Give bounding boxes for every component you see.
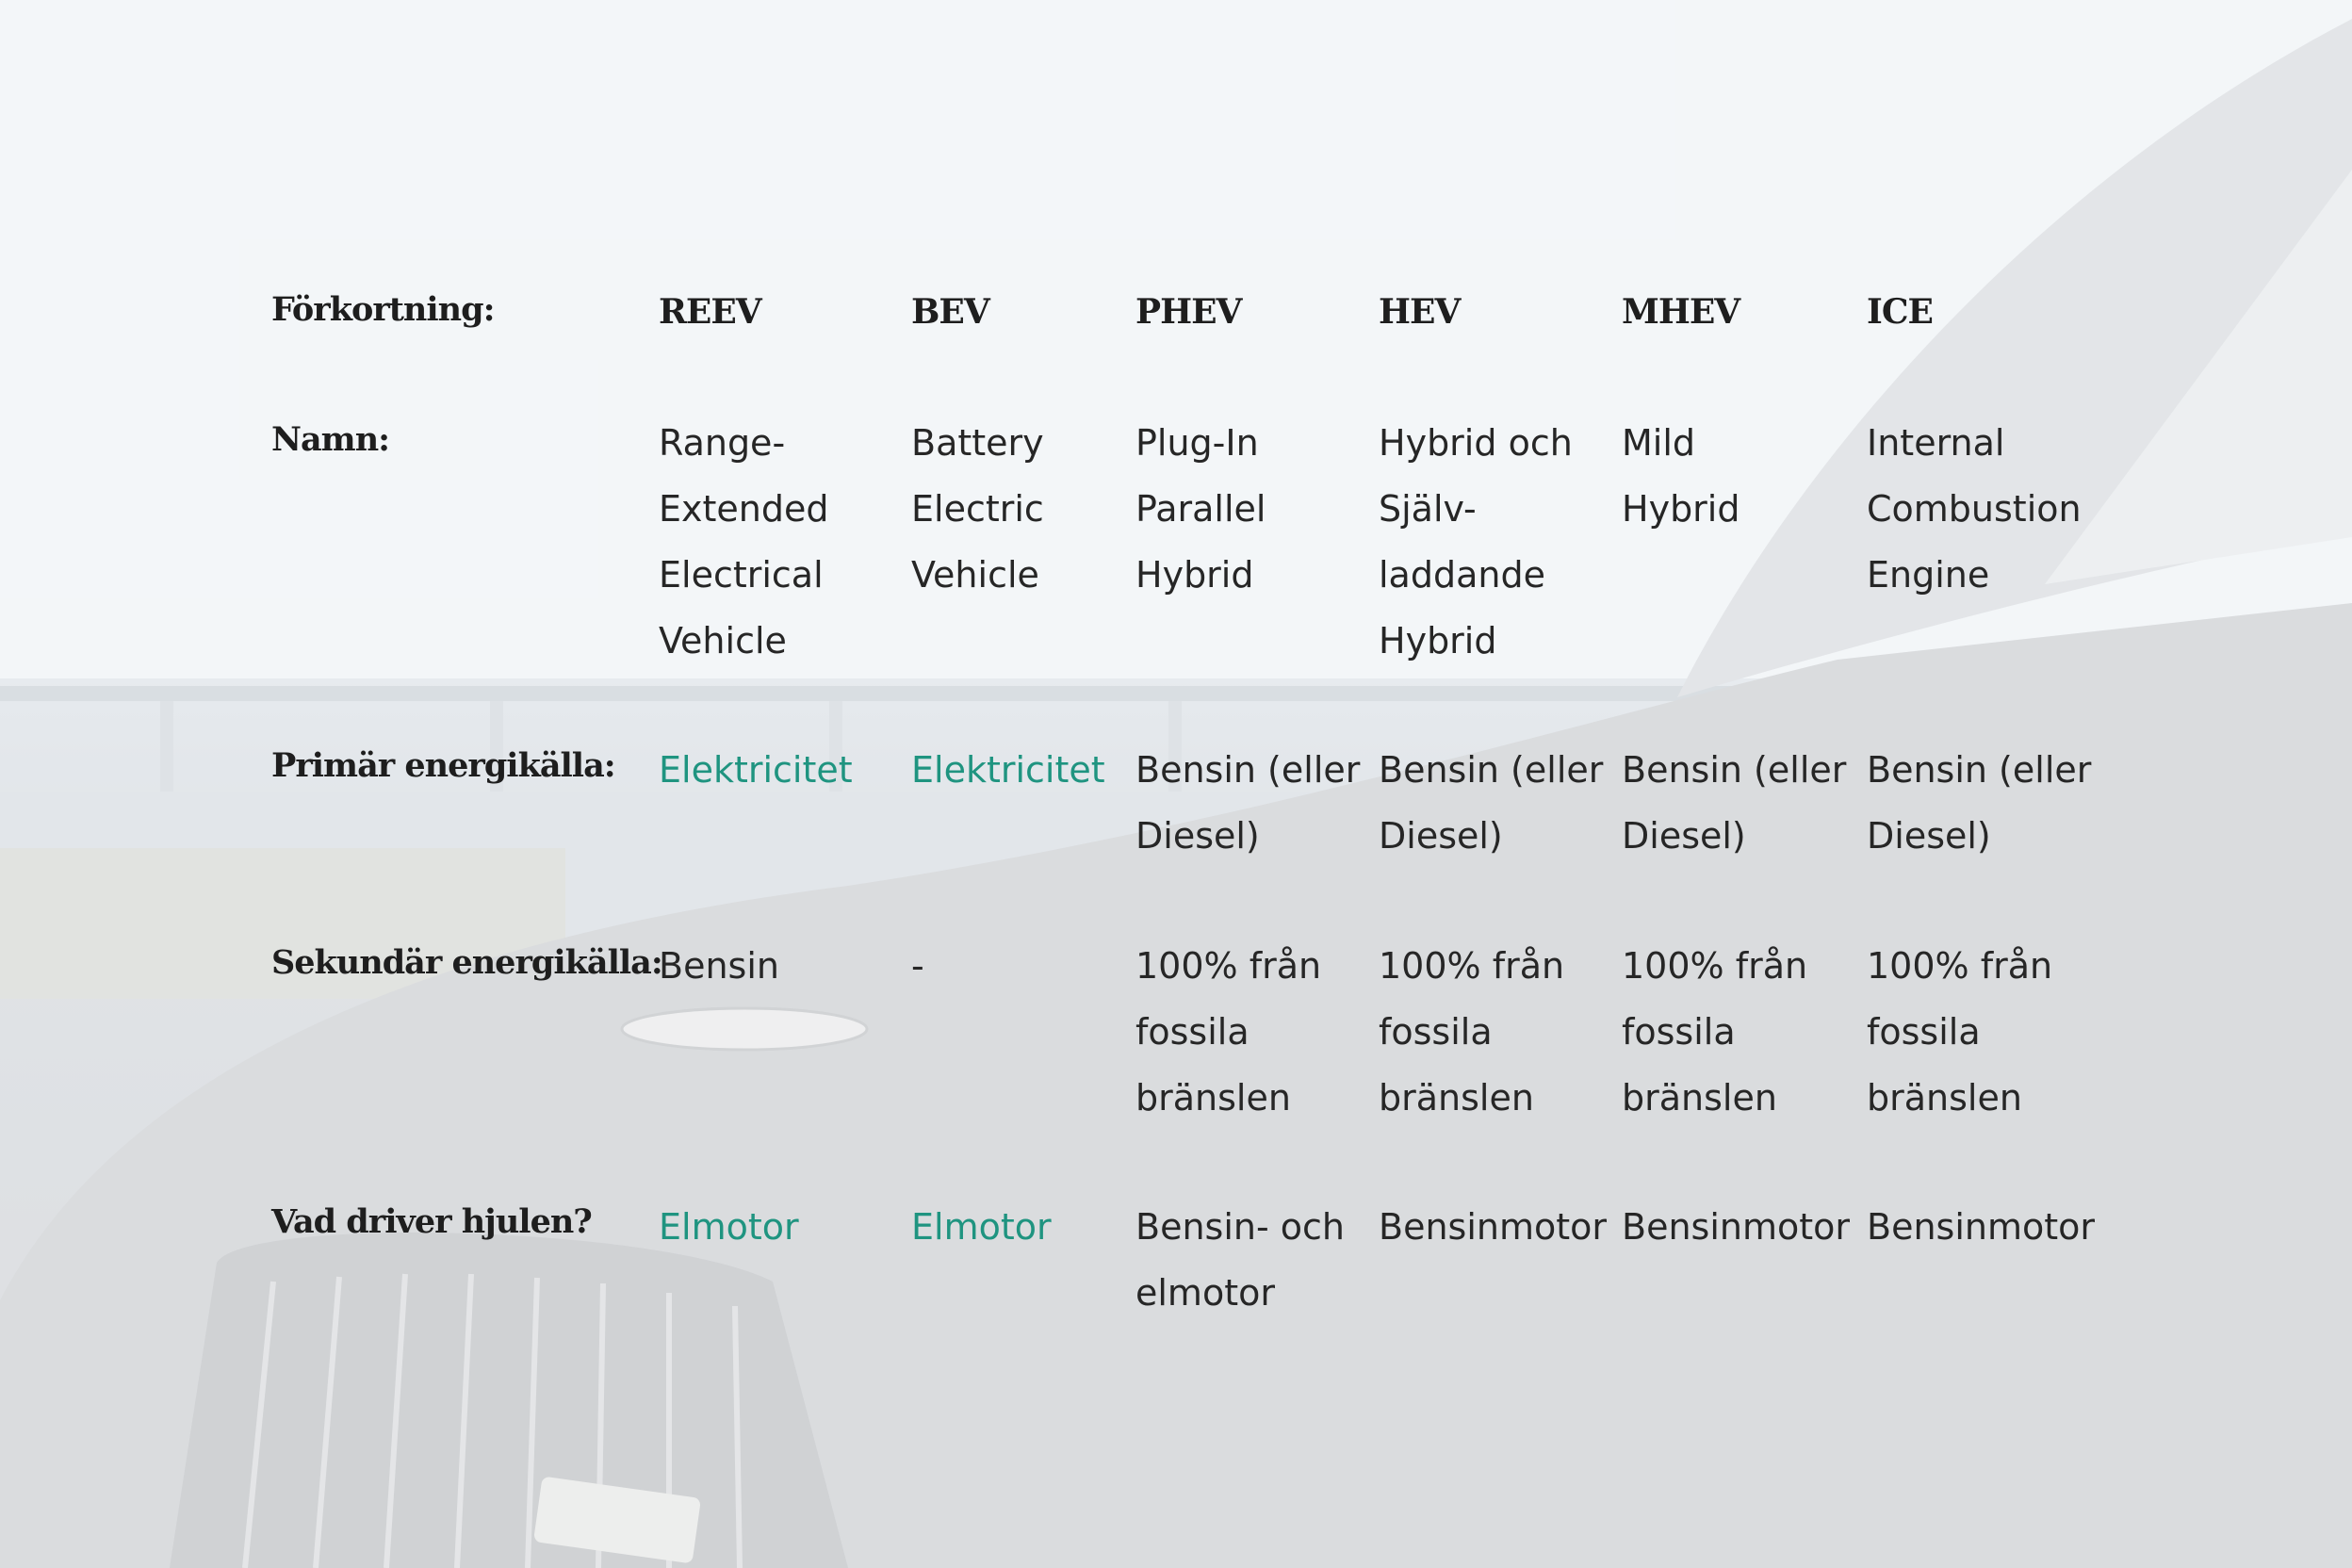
cell-drive-phev: Bensin- och elmotor: [1135, 1206, 1345, 1314]
cell-secondary-bev: -: [911, 945, 924, 987]
cell-primary-phev: Bensin (eller Diesel): [1135, 749, 1361, 857]
cell-name-bev: Battery Electric Vehicle: [911, 422, 1044, 596]
cell-drive-ice: Bensinmotor: [1867, 1206, 2096, 1248]
cell-primary-mhev: Bensin (eller Diesel): [1622, 749, 1847, 857]
column-header-reev: REEV: [659, 292, 761, 332]
cell-secondary-phev: 100% från fossila bränslen: [1135, 945, 1322, 1119]
column-header-ice: ICE: [1867, 292, 1933, 332]
row-label-name: Namn:: [271, 420, 390, 459]
cell-drive-hev: Bensinmotor: [1379, 1206, 1608, 1248]
column-header-mhev: MHEV: [1622, 292, 1740, 332]
row-label-secondary-energy: Sekundär energikälla:: [271, 943, 662, 982]
cell-name-hev: Hybrid och Själv- laddande Hybrid: [1379, 422, 1573, 662]
column-header-bev: BEV: [911, 292, 989, 332]
cell-primary-bev: Elektricitet: [911, 749, 1105, 791]
cell-name-ice: Internal Combustion Engine: [1867, 422, 2082, 596]
column-header-hev: HEV: [1379, 292, 1461, 332]
cell-secondary-ice: 100% från fossila bränslen: [1867, 945, 2053, 1119]
cell-name-phev: Plug-In Parallel Hybrid: [1135, 422, 1266, 596]
cell-primary-reev: Elektricitet: [659, 749, 853, 791]
cell-name-reev: Range- Extended Electrical Vehicle: [659, 422, 829, 662]
cell-secondary-mhev: 100% från fossila bränslen: [1622, 945, 1808, 1119]
cell-drive-reev: Elmotor: [659, 1206, 799, 1248]
row-label-primary-energy: Primär energikälla:: [271, 746, 615, 785]
cell-drive-mhev: Bensinmotor: [1622, 1206, 1851, 1248]
cell-primary-hev: Bensin (eller Diesel): [1379, 749, 1604, 857]
cell-name-mhev: Mild Hybrid: [1622, 422, 1740, 530]
cell-secondary-hev: 100% från fossila bränslen: [1379, 945, 1565, 1119]
cell-secondary-reev: Bensin: [659, 945, 779, 987]
column-header-phev: PHEV: [1135, 292, 1242, 332]
row-label-abbreviation: Förkortning:: [271, 290, 495, 329]
row-label-drive: Vad driver hjulen?: [271, 1202, 592, 1241]
cell-drive-bev: Elmotor: [911, 1206, 1052, 1248]
cell-primary-ice: Bensin (eller Diesel): [1867, 749, 2092, 857]
